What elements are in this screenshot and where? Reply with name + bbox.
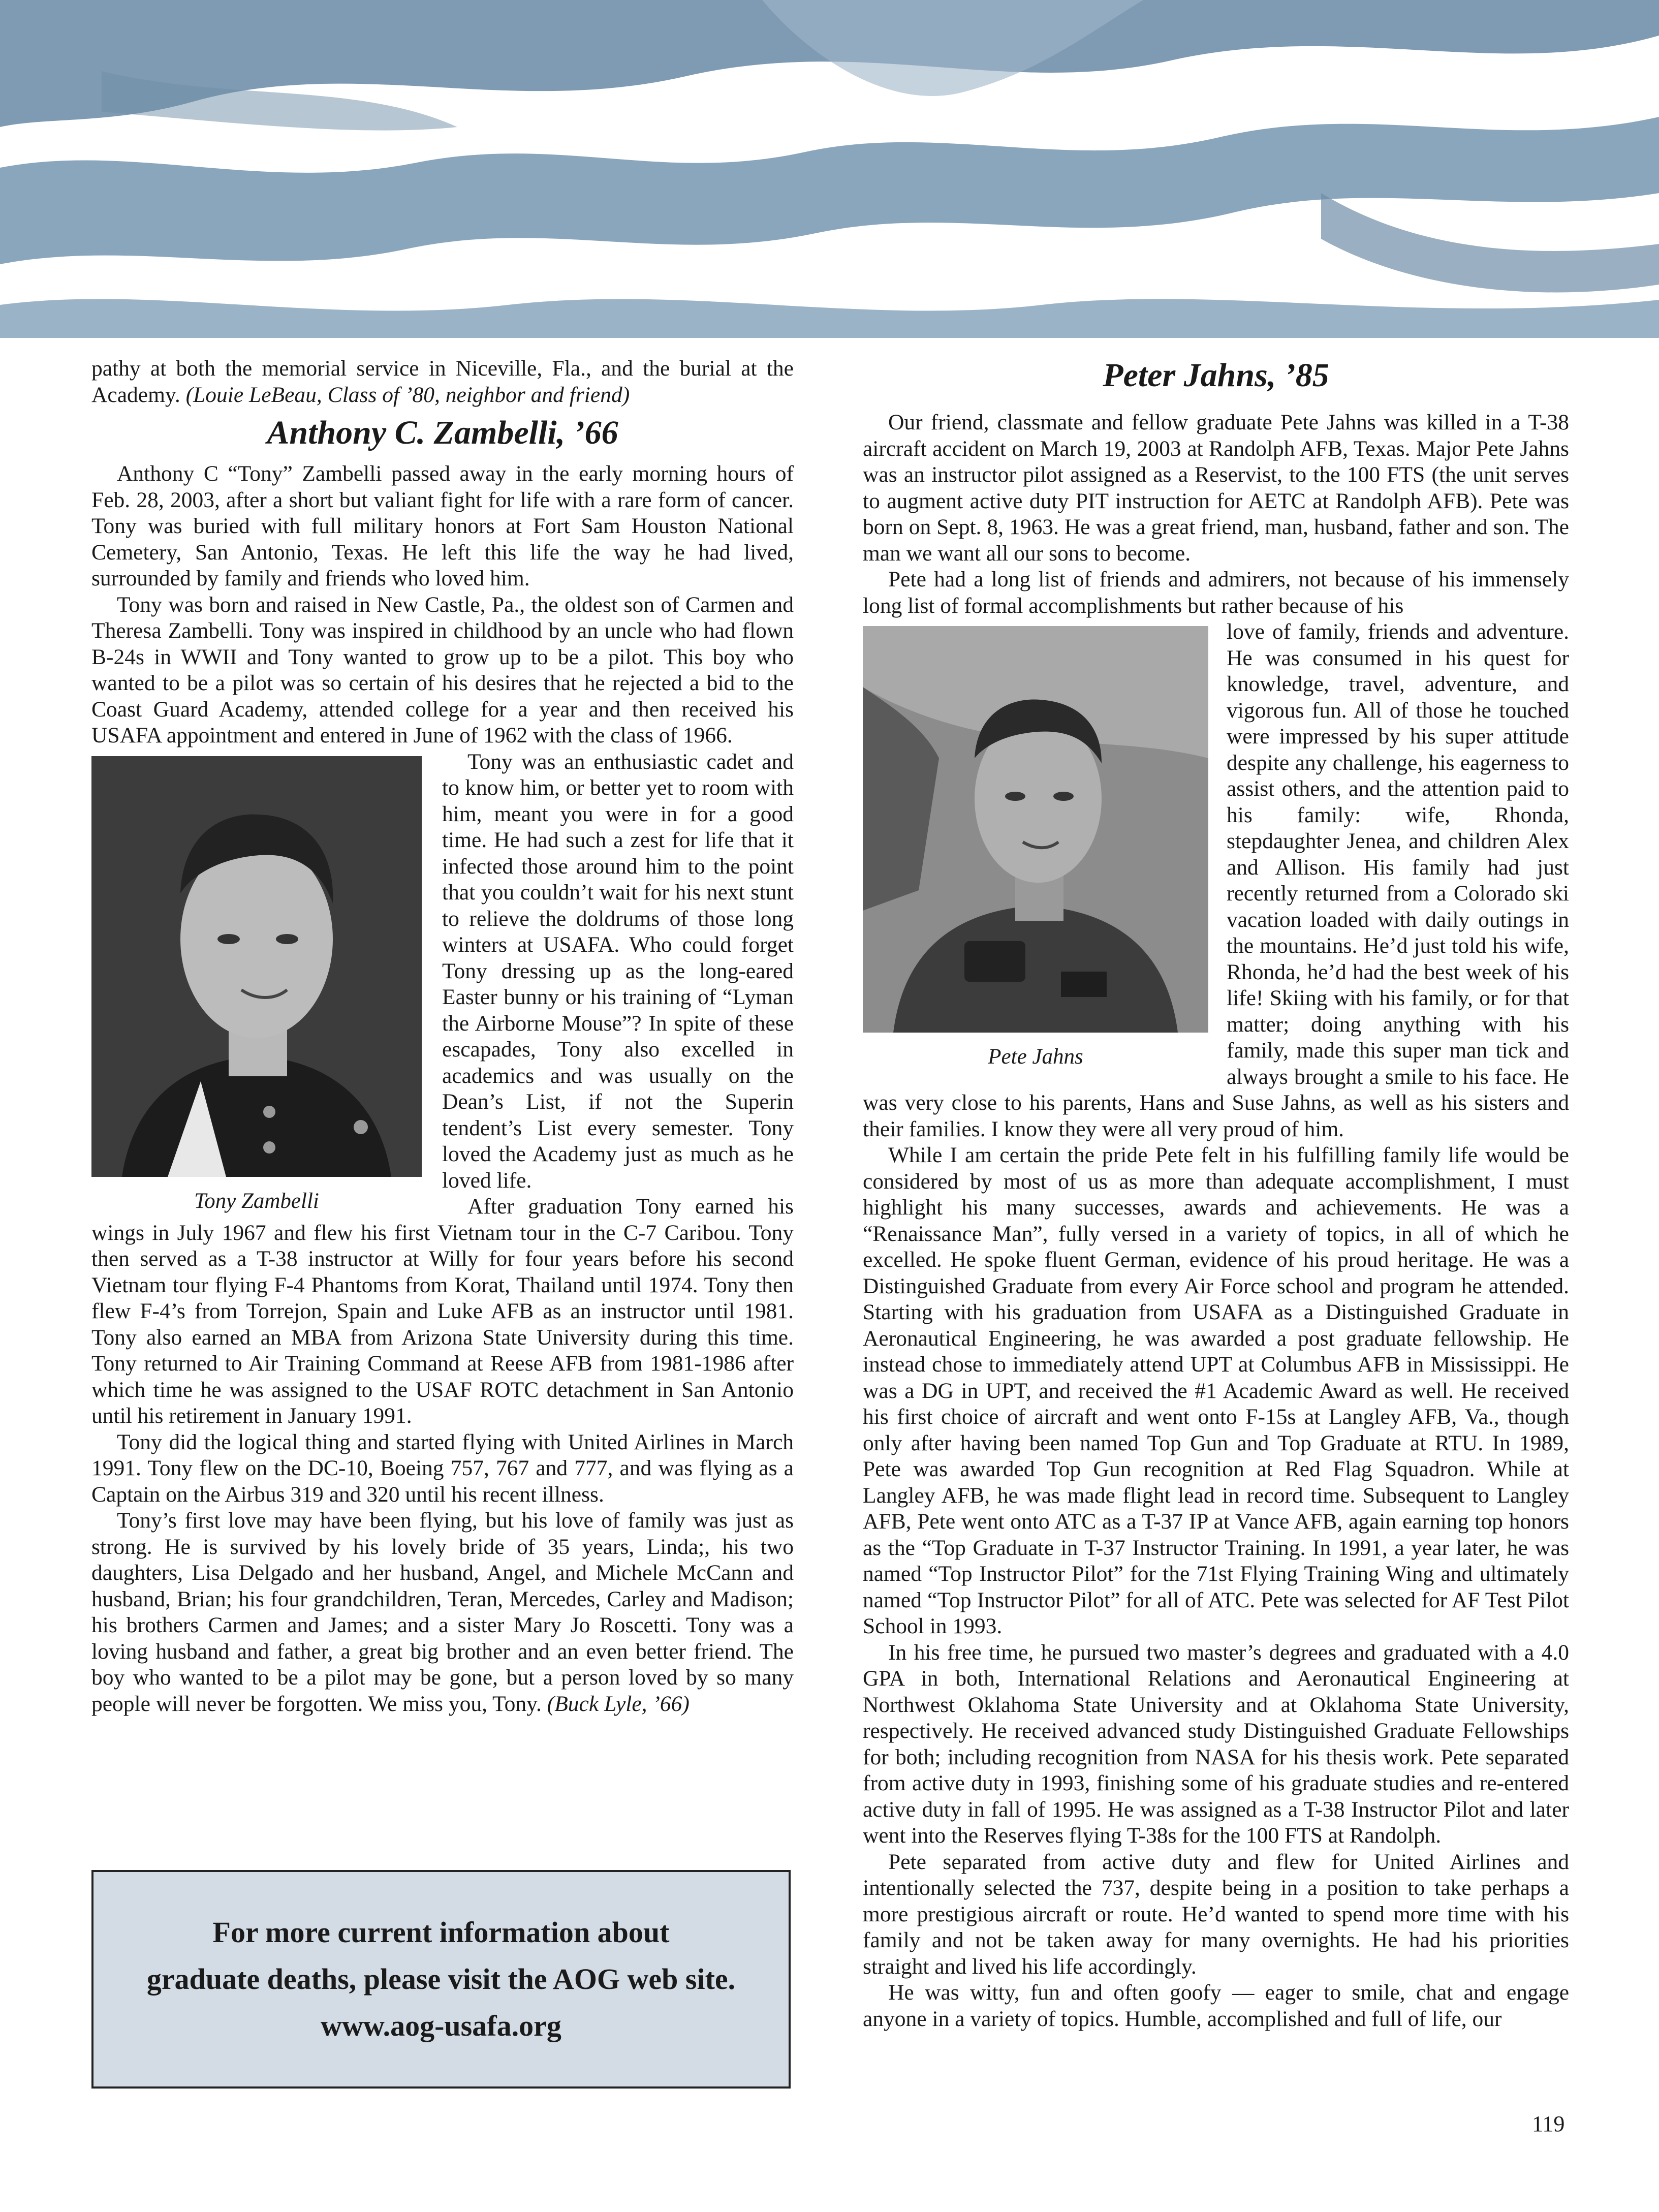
zambelli-paragraph-3: Tony was an enthusiastic cadet and to know him, or better yet to room with him, meant you were in for a good time. He had such a zest for life that it infected those around him to the point that you couldn’t wait for his next stunt to relieve the doldrums of those long winters at USAFA. Who could forget Tony dressing up as the long-eared Easter bunny or his training of “Lyman the Airborne Mouse”? In spite of these escapades, Tony also excelled in academics and was usually on the Dean’s List, if not the Superin tendent’s List every semester. Tony loved the Academy just as much as he loved life. (442, 749, 794, 1193)
zambelli-photo-figure (91, 756, 422, 1214)
zambelli-paragraph-4: After graduation Tony earned his wings in July 1967 and flew his first Vietnam tour in the C-7 Caribou. Tony then served as a T-38 instructor at Willy for four years before his second Vietnam tour flying F-4 Phantoms from Korat, Thailand until 1974. Tony then flew F-4’s from Torrejon, Spain and Luke AFB as an instructor until 1981. Tony also earned an MBA from Arizona State University during this time. Tony returned to Air Training Command at Reese AFB from 1981-1986 after which time he was assigned to the USAF ROTC detachment in San Antonio until his retirement in January 1991. (91, 1194, 794, 1428)
jahns-paragraph-6: He was witty, fun and often goofy — eager to smile, chat and engage anyone in a variety of topics. Humble, accomplished and full of life, our (863, 1980, 1569, 2031)
zambelli-paragraph-2: Tony was born and raised in New Castle, Pa., the oldest son of Carmen and Theresa Zambelli. Tony was inspired in childhood by an uncle who had flown B-24s in WWII and Tony wanted to grow up to be a pilot. This boy who wanted to be a pilot was so certain of his desires that he rejected a bid to the Coast Guard Academy, attended college for a year and then received his USAFA appointment and entered in June of 1962 with the class of 1966. (91, 592, 794, 747)
intro-attribution: (Louie LeBeau, Class of ’80, neighbor and friend) (185, 382, 630, 407)
zambelli-paragraph-1: Anthony C “Tony” Zambelli passed away in the early morning hours of Feb. 28, 2003, after a short but valiant fight for life with a rare form of cancer. Tony was buried with full military honors at Fort Sam Houston National Cemetery, San Antonio, Texas. He left this life the way he had lived, surrounded by family and friends who loved him. (91, 461, 794, 590)
intro-paragraph (91, 356, 794, 408)
jahns-paragraph-5: Pete separated from active duty and flew for United Airlines and intentionally selected the 737, despite being in a position to take perhaps a more prestigious aircraft or route. He’d wanted to spend more time with his family and not be taken away for many overnights. He had his priorities straight and lived his life accordingly. (863, 1849, 1569, 1979)
zambelli-paragraph-6 (91, 1508, 794, 1717)
page-number: 119 (1532, 2111, 1565, 2136)
notice-line-1: For more current information about (212, 1916, 670, 1949)
jahns-paragraph-2-rest: love of family, friends and adventure. He was consumed in his quest for knowledge, travel, adventure, and vigorous fun. All of those he touched were impressed by his super attitude despite any challenge, his eagerness to assist others, and the attention paid to his family: wife, Rhonda, stepdaughter Jenea, and children Alex and Allison. His family had just recently returned from a Colorado ski vacation loaded with daily outings in the mountains. He’d just told his wife, Rhonda, he’d had the best week of his life! Skiing with his family, or for that matter; doing anything with his family, made this super man tick and always brought a smile to his face. He was very close to his parents, Hans and Suse Jahns, as well as his sisters and their families. I know they were all very proud of him. (863, 619, 1569, 1141)
obituary-title-jahns: Peter Jahns, ’85 (1103, 357, 1329, 394)
jahns-photo (863, 626, 1208, 1033)
zambelli-paragraph-6-text: Tony’s first love may have been flying, but his love of family was just as strong. He is survived by his lovely bride of 35 years, Linda;, his two daughters, Lisa Delgado and her husband, Angel, and Michele McCann and husband, Brian; his four grandchildren, Teran, Mercedes, Carley and Madison; his brothers Carmen and James; and a sister Mary Jo Roscetti. Tony was a loving husband and father, a great big brother and an even better friend. The boy who wanted to be a pilot may be gone, but a person loved by so many people will never be forgotten. We miss you, Tony. (91, 1508, 794, 1716)
zambelli-paragraph-5: Tony did the logical thing and started flying with United Airlines in March 1991. Tony flew on the DC-10, Boeing 757, 767 and 777, and was flying as a Captain on the Airbus 319 and 320 until his recent illness. (91, 1429, 794, 1507)
left-column (91, 356, 794, 1717)
obituary-title-zambelli: Anthony C. Zambelli, ’66 (267, 414, 618, 451)
jahns-paragraph-4: In his free time, he pursued two master’s degrees and graduated with a 4.0 GPA in both, International Relations and Aeronautical Engineering at Northwest Oklahoma State University and at Oklahoma State University, respectively. He received advanced study Distinguished Graduate Fellowships for both; including recognition from NASA for his thesis work. Pete separated from active duty in 1993, finishing some of his graduate studies and re-entered active duty in fall of 1995. He was assigned as a T-38 Instructor Pilot and later went into the Reserves flying T-38s for the 100 FTS at Randolph. (863, 1640, 1569, 1848)
notice-website-link[interactable]: www.aog-usafa.org (321, 2009, 561, 2042)
jahns-photo-caption: Pete Jahns (988, 1045, 1083, 1069)
closing-attribution: (Buck Lyle, ’66) (547, 1691, 690, 1716)
aog-notice-box (91, 1870, 791, 2089)
jahns-paragraph-1: Our friend, classmate and fellow graduate Pete Jahns was killed in a T-38 aircraft accident on March 19, 2003 at Randolph AFB, Texas. Major Pete Jahns was an instructor pilot assigned as a Reservist, to the 100 FTS (the unit serves to augment active duty PIT instruction for AETC at Randolph AFB). Pete was born on Sept. 8, 1963. He was a great friend, man, husband, father and son. The man we want all our sons to become. (863, 410, 1569, 566)
jahns-paragraph-2-lead: Pete had a long list of friends and admirers, not because of his immensely long list of formal accomplishments but rather because of his (863, 567, 1569, 618)
decorative-banner (0, 0, 1659, 338)
right-column (863, 356, 1569, 2032)
zambelli-photo (91, 756, 422, 1177)
intro-text: pathy at both the memorial service in Niceville, Fla., and the burial at the Academy. (91, 356, 794, 407)
jahns-photo-figure (863, 626, 1208, 1070)
notice-line-2: graduate deaths, please visit the AOG web site. (146, 1962, 736, 1996)
jahns-paragraph-3: While I am certain the pride Pete felt in his fulfilling family life would be considered by most of us as more than adequate accomplishment, I must highlight his many successes, awards and achievements. He was a “Renaissance Man”, fully versed in a variety of topics, in all of which he excelled. He spoke fluent German, evidence of his proud heritage. He was a Distinguished Graduate from every Air Force school and program he attended. Starting with his graduation from USAFA as a Distinguished Graduate in Aeronautical Engineering, he was awarded a post graduate fellowship. He instead chose to immediately attend UPT at Columbus AFB in Mississippi. He was a DG in UPT, and received the #1 Academic Award as well. He received his first choice of aircraft and went onto F-15s at Langley AFB, Va., though only after having been named Top Gun and Top Graduate at RTU. In 1989, Pete was awarded Top Gun recognition at Red Flag Squadron. While at Langley AFB, he was made flight lead in record time. Subsequent to Langley AFB, Pete went onto ATC as a T-37 IP at Vance AFB, again earning top honors as the “Top Graduate in T-37 Instructor Training. In 1991, a year later, he was named “Top Instructor Pilot” for the 71st Flying Training Wing and ultimately named “Top Instructor Pilot” for all of ATC. Pete was selected for AF Test Pilot School in 1993. (863, 1143, 1569, 1638)
zambelli-photo-caption: Tony Zambelli (194, 1189, 319, 1213)
